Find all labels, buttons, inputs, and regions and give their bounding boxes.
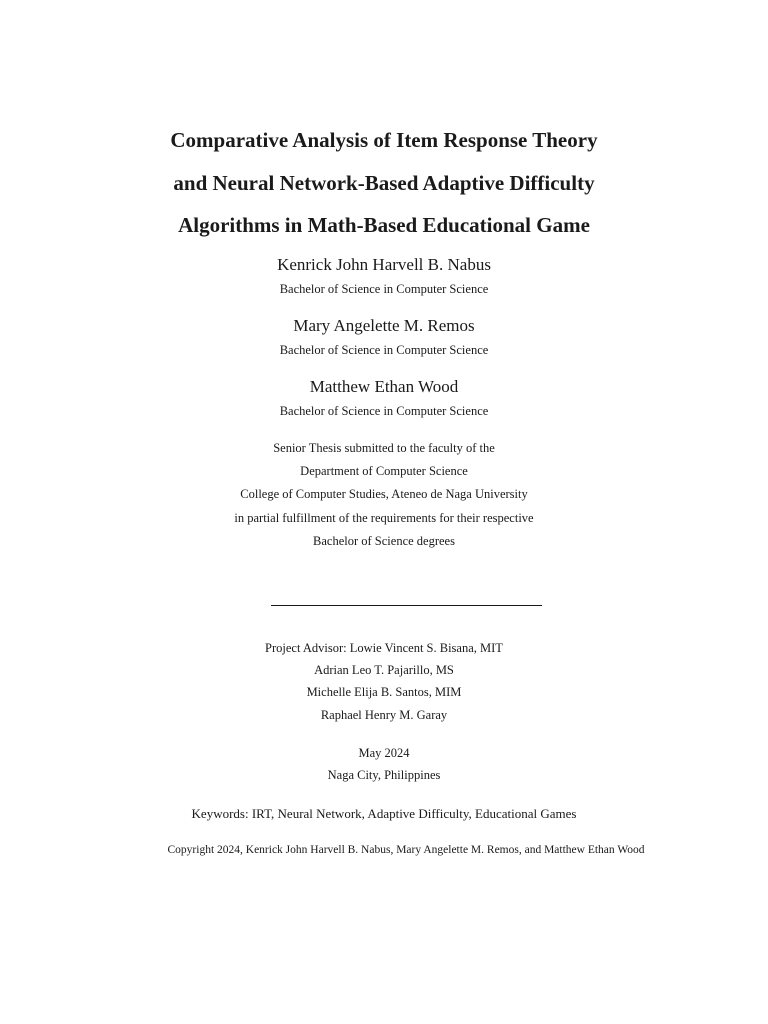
advisor-line-4: Raphael Henry M. Garay — [320, 708, 448, 722]
advisor-line-1: Project Advisor: Lowie Vincent S. Bisana, MIT — [265, 641, 503, 655]
signature-rule — [271, 605, 542, 606]
author-name-3: Matthew Ethan Wood — [309, 377, 459, 396]
copyright-line: Copyright 2024, Kenrick John Harvell B. Nabus, Mary Angelette M. Remos, and Matthew Ethan Wood — [167, 844, 645, 856]
author-degree-3: Bachelor of Science in Computer Science — [279, 404, 489, 418]
advisor-line-2: Adrian Leo T. Pajarillo, MS — [314, 663, 454, 677]
submission-location: Naga City, Philippines — [327, 768, 441, 782]
thesis-title-line-3: Algorithms in Math-Based Educational Game — [178, 213, 590, 237]
author-name-1: Kenrick John Harvell B. Nabus — [277, 255, 491, 274]
submission-line-1: Senior Thesis submitted to the faculty of the — [273, 441, 495, 455]
thesis-title-line-2: and Neural Network-Based Adaptive Difficulty — [173, 171, 595, 195]
keywords-line: Keywords: IRT, Neural Network, Adaptive Difficulty, Educational Games — [191, 806, 577, 821]
thesis-title-line-1: Comparative Analysis of Item Response Theory — [170, 128, 598, 152]
submission-line-4: in partial fulfillment of the requirements for their respective — [234, 511, 534, 525]
submission-line-2: Department of Computer Science — [300, 464, 468, 478]
submission-line-3: College of Computer Studies, Ateneo de Naga University — [240, 487, 528, 501]
author-name-2: Mary Angelette M. Remos — [293, 316, 475, 335]
author-degree-1: Bachelor of Science in Computer Science — [279, 282, 489, 296]
advisor-line-3: Michelle Elija B. Santos, MIM — [306, 685, 462, 699]
author-degree-2: Bachelor of Science in Computer Science — [279, 343, 489, 357]
submission-date: May 2024 — [358, 746, 410, 760]
submission-line-5: Bachelor of Science degrees — [313, 534, 455, 548]
